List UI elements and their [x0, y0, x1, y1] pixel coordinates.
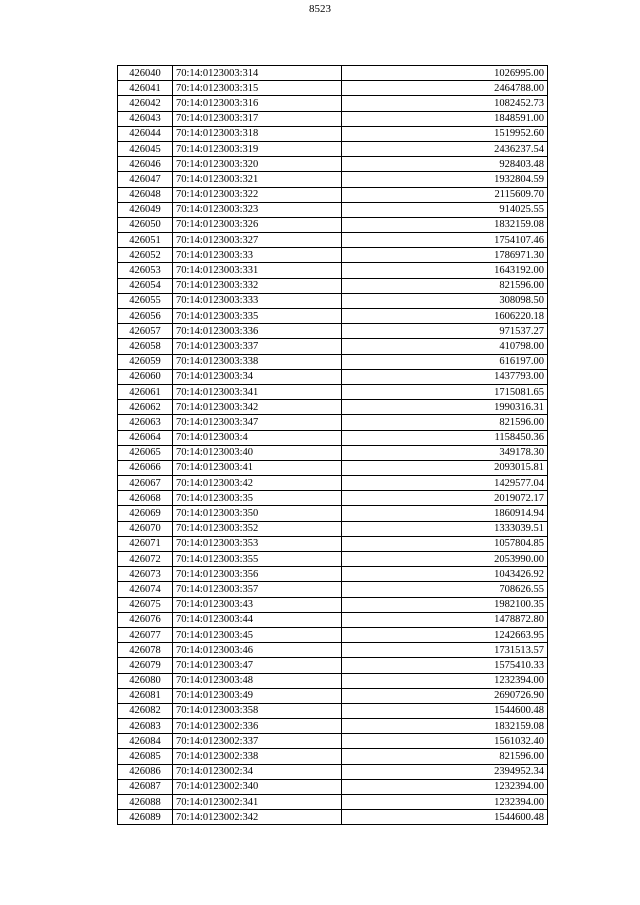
table-row — [118, 734, 548, 749]
table-row — [118, 597, 548, 612]
row-number-cell: 426049 — [118, 202, 173, 217]
cadastral-number-cell: 70:14:0123003:35 — [173, 491, 342, 506]
cadastral-value-cell: 1544600.48 — [342, 810, 548, 825]
cadastral-number-cell: 70:14:0123003:347 — [173, 415, 342, 430]
cadastral-value-cell: 1575410.33 — [342, 658, 548, 673]
table-row — [118, 157, 548, 172]
cadastral-number-cell: 70:14:0123002:342 — [173, 810, 342, 825]
table-row — [118, 278, 548, 293]
cadastral-value-cell: 616197.00 — [342, 354, 548, 369]
row-number-cell: 426074 — [118, 582, 173, 597]
cadastral-value-cell: 1932804.59 — [342, 172, 548, 187]
table-row — [118, 126, 548, 141]
cadastral-value-cell: 1026995.00 — [342, 66, 548, 81]
cadastral-value-cell: 1478872.80 — [342, 612, 548, 627]
row-number-cell: 426043 — [118, 111, 173, 126]
cadastral-value-cell: 821596.00 — [342, 749, 548, 764]
cadastral-value-cell: 821596.00 — [342, 415, 548, 430]
cadastral-number-cell: 70:14:0123003:33 — [173, 248, 342, 263]
table-row — [118, 354, 548, 369]
cadastral-value-cell: 1437793.00 — [342, 369, 548, 384]
row-number-cell: 426042 — [118, 96, 173, 111]
cadastral-value-cell: 2464788.00 — [342, 81, 548, 96]
cadastral-value-cell: 821596.00 — [342, 278, 548, 293]
cadastral-number-cell: 70:14:0123003:316 — [173, 96, 342, 111]
row-number-cell: 426059 — [118, 354, 173, 369]
cadastral-number-cell: 70:14:0123003:315 — [173, 81, 342, 96]
cadastral-number-cell: 70:14:0123003:34 — [173, 369, 342, 384]
cadastral-number-cell: 70:14:0123003:44 — [173, 612, 342, 627]
row-number-cell: 426088 — [118, 795, 173, 810]
table-row — [118, 643, 548, 658]
table-row — [118, 506, 548, 521]
cadastral-value-cell: 1715081.65 — [342, 384, 548, 399]
cadastral-number-cell: 70:14:0123003:350 — [173, 506, 342, 521]
cadastral-number-cell: 70:14:0123003:332 — [173, 278, 342, 293]
cadastral-value-cell: 1990316.31 — [342, 400, 548, 415]
cadastral-value-cell: 2690726.90 — [342, 688, 548, 703]
row-number-cell: 426041 — [118, 81, 173, 96]
row-number-cell: 426071 — [118, 536, 173, 551]
row-number-cell: 426060 — [118, 369, 173, 384]
cadastral-value-cell: 1082452.73 — [342, 96, 548, 111]
cadastral-number-cell: 70:14:0123003:337 — [173, 339, 342, 354]
table-row — [118, 719, 548, 734]
table-row — [118, 703, 548, 718]
cadastral-number-cell: 70:14:0123003:357 — [173, 582, 342, 597]
cadastral-value-cell: 1643192.00 — [342, 263, 548, 278]
cadastral-number-cell: 70:14:0123003:323 — [173, 202, 342, 217]
row-number-cell: 426087 — [118, 779, 173, 794]
cadastral-number-cell: 70:14:0123003:338 — [173, 354, 342, 369]
cadastral-number-cell: 70:14:0123002:337 — [173, 734, 342, 749]
table-body — [118, 66, 548, 825]
row-number-cell: 426052 — [118, 248, 173, 263]
row-number-cell: 426075 — [118, 597, 173, 612]
cadastral-value-cell: 1158450.36 — [342, 430, 548, 445]
cadastral-value-cell: 1731513.57 — [342, 643, 548, 658]
cadastral-number-cell: 70:14:0123003:318 — [173, 126, 342, 141]
table-row — [118, 217, 548, 232]
table-row — [118, 81, 548, 96]
cadastral-number-cell: 70:14:0123003:356 — [173, 567, 342, 582]
cadastral-number-cell: 70:14:0123003:48 — [173, 673, 342, 688]
row-number-cell: 426079 — [118, 658, 173, 673]
cadastral-number-cell: 70:14:0123003:317 — [173, 111, 342, 126]
row-number-cell: 426047 — [118, 172, 173, 187]
table-row — [118, 309, 548, 324]
table-row — [118, 293, 548, 308]
cadastral-value-cell: 928403.48 — [342, 157, 548, 172]
table-row — [118, 248, 548, 263]
cadastral-value-cell: 1232394.00 — [342, 779, 548, 794]
row-number-cell: 426066 — [118, 460, 173, 475]
cadastral-value-cell: 410798.00 — [342, 339, 548, 354]
row-number-cell: 426044 — [118, 126, 173, 141]
cadastral-value-cell: 1848591.00 — [342, 111, 548, 126]
cadastral-number-cell: 70:14:0123003:45 — [173, 627, 342, 642]
cadastral-number-cell: 70:14:0123002:340 — [173, 779, 342, 794]
cadastral-value-cell: 1754107.46 — [342, 233, 548, 248]
cadastral-value-cell: 2053990.00 — [342, 552, 548, 567]
cadastral-value-cell: 1043426.92 — [342, 567, 548, 582]
row-number-cell: 426046 — [118, 157, 173, 172]
table-row — [118, 66, 548, 81]
table-row — [118, 460, 548, 475]
cadastral-number-cell: 70:14:0123003:321 — [173, 172, 342, 187]
cadastral-value-cell: 2436237.54 — [342, 141, 548, 156]
page-number: 8523 — [309, 3, 331, 15]
row-number-cell: 426063 — [118, 415, 173, 430]
cadastral-value-cell: 1982100.35 — [342, 597, 548, 612]
table-row — [118, 627, 548, 642]
row-number-cell: 426065 — [118, 445, 173, 460]
table-row — [118, 536, 548, 551]
cadastral-number-cell: 70:14:0123003:353 — [173, 536, 342, 551]
table-row — [118, 658, 548, 673]
cadastral-number-cell: 70:14:0123003:43 — [173, 597, 342, 612]
table-row — [118, 324, 548, 339]
row-number-cell: 426073 — [118, 567, 173, 582]
cadastral-value-cell: 914025.55 — [342, 202, 548, 217]
table-row — [118, 749, 548, 764]
row-number-cell: 426056 — [118, 309, 173, 324]
cadastral-number-cell: 70:14:0123003:327 — [173, 233, 342, 248]
table-row — [118, 415, 548, 430]
row-number-cell: 426058 — [118, 339, 173, 354]
cadastral-value-cell: 349178.30 — [342, 445, 548, 460]
cadastral-value-cell: 308098.50 — [342, 293, 548, 308]
table-row — [118, 810, 548, 825]
table-row — [118, 476, 548, 491]
row-number-cell: 426048 — [118, 187, 173, 202]
cadastral-number-cell: 70:14:0123003:336 — [173, 324, 342, 339]
table-row — [118, 96, 548, 111]
table-row — [118, 384, 548, 399]
table-row — [118, 779, 548, 794]
table-row — [118, 764, 548, 779]
cadastral-value-cell: 1606220.18 — [342, 309, 548, 324]
table-row — [118, 141, 548, 156]
cadastral-number-cell: 70:14:0123003:326 — [173, 217, 342, 232]
table-row — [118, 233, 548, 248]
row-number-cell: 426062 — [118, 400, 173, 415]
row-number-cell: 426078 — [118, 643, 173, 658]
cadastral-number-cell: 70:14:0123003:333 — [173, 293, 342, 308]
table-row — [118, 552, 548, 567]
table-row — [118, 582, 548, 597]
row-number-cell: 426089 — [118, 810, 173, 825]
row-number-cell: 426055 — [118, 293, 173, 308]
row-number-cell: 426068 — [118, 491, 173, 506]
row-number-cell: 426085 — [118, 749, 173, 764]
cadastral-value-cell: 1561032.40 — [342, 734, 548, 749]
cadastral-number-cell: 70:14:0123002:341 — [173, 795, 342, 810]
cadastral-value-cell: 1232394.00 — [342, 673, 548, 688]
table-row — [118, 202, 548, 217]
cadastral-value-cell: 2115609.70 — [342, 187, 548, 202]
cadastral-value-cell: 708626.55 — [342, 582, 548, 597]
table-row — [118, 430, 548, 445]
cadastral-value-table — [117, 65, 548, 825]
row-number-cell: 426045 — [118, 141, 173, 156]
row-number-cell: 426084 — [118, 734, 173, 749]
cadastral-number-cell: 70:14:0123002:336 — [173, 719, 342, 734]
cadastral-number-cell: 70:14:0123003:352 — [173, 521, 342, 536]
table-row — [118, 567, 548, 582]
row-number-cell: 426050 — [118, 217, 173, 232]
cadastral-value-cell: 1519952.60 — [342, 126, 548, 141]
row-number-cell: 426072 — [118, 552, 173, 567]
row-number-cell: 426040 — [118, 66, 173, 81]
cadastral-value-cell: 1429577.04 — [342, 476, 548, 491]
cadastral-number-cell: 70:14:0123003:41 — [173, 460, 342, 475]
table-row — [118, 339, 548, 354]
cadastral-number-cell: 70:14:0123003:355 — [173, 552, 342, 567]
cadastral-value-cell: 2394952.34 — [342, 764, 548, 779]
cadastral-number-cell: 70:14:0123003:319 — [173, 141, 342, 156]
cadastral-value-cell: 1232394.00 — [342, 795, 548, 810]
cadastral-value-cell: 1786971.30 — [342, 248, 548, 263]
table-row — [118, 491, 548, 506]
row-number-cell: 426067 — [118, 476, 173, 491]
row-number-cell: 426077 — [118, 627, 173, 642]
cadastral-value-cell: 971537.27 — [342, 324, 548, 339]
row-number-cell: 426051 — [118, 233, 173, 248]
table-row — [118, 111, 548, 126]
cadastral-number-cell: 70:14:0123003:331 — [173, 263, 342, 278]
cadastral-number-cell: 70:14:0123003:358 — [173, 703, 342, 718]
row-number-cell: 426064 — [118, 430, 173, 445]
row-number-cell: 426086 — [118, 764, 173, 779]
table-row — [118, 172, 548, 187]
cadastral-value-cell: 1832159.08 — [342, 719, 548, 734]
table-row — [118, 263, 548, 278]
cadastral-number-cell: 70:14:0123003:335 — [173, 309, 342, 324]
table-row — [118, 688, 548, 703]
cadastral-number-cell: 70:14:0123002:338 — [173, 749, 342, 764]
row-number-cell: 426076 — [118, 612, 173, 627]
cadastral-number-cell: 70:14:0123003:341 — [173, 384, 342, 399]
row-number-cell: 426061 — [118, 384, 173, 399]
cadastral-number-cell: 70:14:0123002:34 — [173, 764, 342, 779]
table-row — [118, 187, 548, 202]
row-number-cell: 426081 — [118, 688, 173, 703]
cadastral-number-cell: 70:14:0123003:40 — [173, 445, 342, 460]
row-number-cell: 426082 — [118, 703, 173, 718]
cadastral-value-cell: 2019072.17 — [342, 491, 548, 506]
cadastral-number-cell: 70:14:0123003:320 — [173, 157, 342, 172]
row-number-cell: 426070 — [118, 521, 173, 536]
cadastral-value-cell: 1057804.85 — [342, 536, 548, 551]
cadastral-value-cell: 1832159.08 — [342, 217, 548, 232]
row-number-cell: 426053 — [118, 263, 173, 278]
row-number-cell: 426057 — [118, 324, 173, 339]
cadastral-value-cell: 1333039.51 — [342, 521, 548, 536]
cadastral-number-cell: 70:14:0123003:42 — [173, 476, 342, 491]
cadastral-number-cell: 70:14:0123003:314 — [173, 66, 342, 81]
table-row — [118, 673, 548, 688]
row-number-cell: 426069 — [118, 506, 173, 521]
row-number-cell: 426054 — [118, 278, 173, 293]
table-row — [118, 445, 548, 460]
cadastral-number-cell: 70:14:0123003:49 — [173, 688, 342, 703]
cadastral-number-cell: 70:14:0123003:342 — [173, 400, 342, 415]
cadastral-number-cell: 70:14:0123003:322 — [173, 187, 342, 202]
table-row — [118, 612, 548, 627]
cadastral-value-cell: 1544600.48 — [342, 703, 548, 718]
cadastral-value-cell: 2093015.81 — [342, 460, 548, 475]
row-number-cell: 426083 — [118, 719, 173, 734]
row-number-cell: 426080 — [118, 673, 173, 688]
cadastral-value-cell: 1860914.94 — [342, 506, 548, 521]
table-row — [118, 369, 548, 384]
cadastral-value-cell: 1242663.95 — [342, 627, 548, 642]
table-row — [118, 521, 548, 536]
cadastral-number-cell: 70:14:0123003:47 — [173, 658, 342, 673]
cadastral-number-cell: 70:14:0123003:4 — [173, 430, 342, 445]
table-row — [118, 400, 548, 415]
table-row — [118, 795, 548, 810]
cadastral-number-cell: 70:14:0123003:46 — [173, 643, 342, 658]
